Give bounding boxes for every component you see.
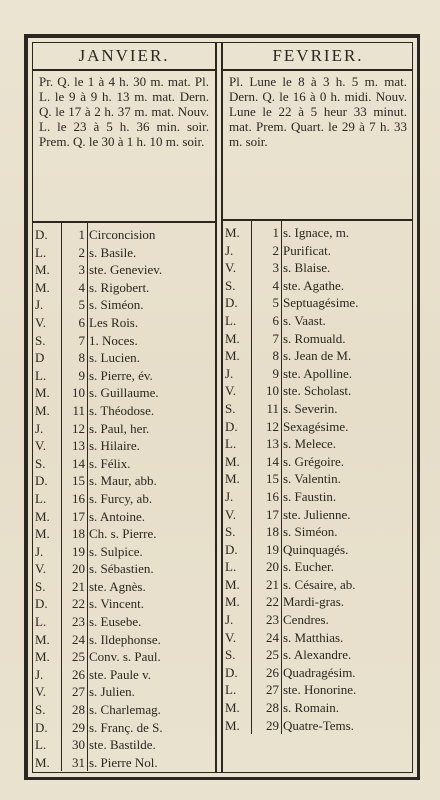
day-number: 7 [78,332,85,348]
saint-name: s. Hilaire. [89,438,140,454]
day-number: 1 [272,225,279,240]
calendar-day-row [33,508,215,526]
day-number: 28 [266,700,279,716]
day-number: 14 [266,453,279,469]
weekday-letter: M. [225,576,240,592]
calendar-day-row [223,382,413,400]
day-number: 25 [72,649,85,665]
calendar-day-row [223,347,413,365]
calendar-day-row [223,330,413,348]
day-number: 14 [72,455,85,471]
weekday-letter: V. [225,383,236,399]
day-number: 30 [72,737,85,753]
saint-name: s. Romain. [283,700,339,716]
day-number: 2 [78,244,85,260]
calendar-day-row [223,365,413,383]
saint-name: s. Guillaume. [89,385,159,401]
weekday-letter: M. [35,262,50,278]
saint-name: s. Romuald. [283,330,346,346]
day-number: 6 [78,314,85,330]
day-number: 10 [72,385,85,401]
saint-name: s. Pierre Nol. [89,754,158,770]
saint-name: ste. Apolline. [283,365,352,381]
saint-name: s. Julien. [89,684,135,700]
calendar-day-row [223,699,413,717]
saint-name: s. Basile. [89,244,137,260]
weekday-letter: L. [35,367,47,383]
saint-name: ste. Honorine. [283,682,357,698]
weekday-letter: M. [35,526,50,542]
day-number: 26 [72,666,85,682]
calendar-day-row [33,719,215,737]
calendar-day-row [223,277,413,295]
calendar-day-row [223,312,413,330]
weekday-letter: M. [35,631,50,647]
weekday-letter: S. [225,524,236,540]
day-number: 2 [272,242,279,258]
calendar-day-row [33,420,215,438]
weekday-letter: M. [225,717,240,733]
weekday-letter: L. [35,737,47,753]
day-number: 3 [272,260,279,276]
calendar-day-row [223,506,413,524]
day-number: 8 [272,348,279,364]
weekday-letter: D. [225,418,238,434]
weekday-letter: V. [35,314,46,330]
saint-name: Ch. s. Pierre. [89,526,157,542]
calendar-day-row [33,314,215,332]
saint-name: s. Pierre, év. [89,367,153,383]
day-number: 31 [72,754,85,770]
weekday-letter: V. [225,260,236,276]
calendar-day-row [223,541,413,559]
saint-name: s. Matthias. [283,629,344,645]
saint-name: s. Severin. [283,400,338,416]
weekday-letter: D. [225,295,238,311]
calendar-day-row [223,259,413,277]
calendar-day-row [33,261,215,279]
day-number: 16 [72,490,85,506]
saint-name: Les Rois. [89,314,139,330]
calendar-day-row [33,648,215,666]
day-number: 18 [72,526,85,542]
calendar-day-row [33,437,215,455]
saint-name: s. Ildephonse. [89,631,161,647]
calendar-day-row [33,595,215,613]
january-days-list [33,223,215,771]
weekday-letter: J. [35,543,44,559]
day-number: 8 [78,350,85,366]
weekday-letter: J. [35,420,44,436]
weekday-letter: L. [35,614,47,630]
day-number: 18 [266,524,279,540]
day-number: 9 [272,365,279,381]
calendar-day-row [33,226,215,244]
day-number: 20 [72,561,85,577]
weekday-letter: S. [225,277,236,293]
calendar-day-row [33,578,215,596]
saint-name: s. Sébastien. [89,561,154,577]
calendar-day-row [223,242,413,260]
saint-name: s. Blaise. [283,260,331,276]
day-number: 15 [72,473,85,489]
saint-name: Purificat. [283,242,332,258]
day-number: 15 [266,471,279,487]
saint-name: s. Grégoire. [283,453,345,469]
calendar-day-row [33,490,215,508]
weekday-letter: M. [35,279,50,295]
day-number: 6 [272,312,279,328]
calendar-day-row [223,558,413,576]
day-number: 4 [78,279,85,295]
calendar-day-row [223,294,413,312]
saint-name: s. Félix. [89,455,131,471]
saint-name: s. Jean de M. [283,348,352,364]
calendar-day-row [223,611,413,629]
day-number: 3 [78,262,85,278]
saint-name: 1. Noces. [89,332,138,348]
calendar-day-row [33,349,215,367]
day-number: 27 [266,682,279,698]
weekday-letter: L. [225,682,237,698]
weekday-letter: J. [225,488,234,504]
saint-name: ste. Julienne. [283,506,351,522]
weekday-letter: M. [35,649,50,665]
saint-name: ste. Geneviev. [89,262,163,278]
calendar-day-row [33,367,215,385]
day-number: 12 [266,418,279,434]
saint-name: s. Eusebe. [89,614,142,630]
calendar-day-row [33,472,215,490]
saint-name: Conv. s. Paul. [89,649,161,665]
weekday-letter: V. [35,561,46,577]
weekday-letter: D. [225,541,238,557]
saint-name: s. Lucien. [89,350,140,366]
weekday-letter: L. [35,244,47,260]
saint-name: s. Rigobert. [89,279,150,295]
day-number: 23 [266,612,279,628]
saint-name: ste. Agnès. [89,578,146,594]
calendar-day-row [33,455,215,473]
weekday-letter: S. [225,647,236,663]
weekday-letter: J. [35,666,44,682]
saint-name: s. Siméon. [283,524,338,540]
saint-name: s. Vincent. [89,596,144,612]
saint-name: s. Césaire, ab. [283,576,356,592]
weekday-letter: D. [225,664,238,680]
calendar-day-row [223,646,413,664]
weekday-letter: S. [35,702,46,718]
calendar-day-row [33,296,215,314]
day-number: 13 [72,438,85,454]
calendar-day-row [223,470,413,488]
day-number: 17 [72,508,85,524]
saint-name: s. Antoine. [89,508,145,524]
saint-name: Cendres. [283,612,329,628]
day-number: 12 [72,420,85,436]
january-title: JANVIER. [33,43,215,71]
calendar-day-row [223,523,413,541]
day-number: 11 [72,402,85,418]
weekday-letter: D. [35,473,48,489]
calendar-day-row [223,435,413,453]
weekday-letter: V. [225,629,236,645]
saint-name: Mardi-gras. [283,594,345,610]
saint-name: ste. Scholast. [283,383,352,399]
calendar-day-row [33,613,215,631]
saint-name: Quadragésim. [283,664,356,680]
saint-name: s. Valentin. [283,471,341,487]
saint-name: s. Sulpice. [89,543,143,559]
weekday-letter: M. [225,471,240,487]
calendar-day-row [223,453,413,471]
calendar-day-row [33,560,215,578]
weekday-letter: M. [35,754,50,770]
saint-name: s. Eucher. [283,559,334,575]
weekday-letter: V. [225,506,236,522]
weekday-letter: S. [35,578,46,594]
day-number: 7 [272,330,279,346]
calendar-day-row [223,488,413,506]
saint-name: s. Siméon. [89,297,144,313]
day-number: 17 [266,506,279,522]
day-number: 19 [266,541,279,557]
january-lunar-phases: Pr. Q. le 1 à 4 h. 30 m. mat. Pl. L. le 9 à 9 h. 13 m. mat. Dern. Q. le 17 à 2 h. 37 m. mat. Nouv. L. le 23 à 5 h. 36 min. soir. Prem. Q. le 30 à 1 h. 10 m. soir. [33,71,215,223]
saint-name: s. Franç. de S. [89,719,163,735]
day-number: 22 [72,596,85,612]
day-number: 10 [266,383,279,399]
day-number: 16 [266,488,279,504]
february-lunar-phases: Pl. Lune le 8 à 3 h. 5 m. mat. Dern. Q. le 16 à 0 h. midi. Nouv. Lune le 22 à 5 heur 33 minut. mat. Prem. Quart. le 29 à 7 h. 33 m. soir. [223,71,413,221]
weekday-letter: M. [35,385,50,401]
saint-name: s. Furcy, ab. [89,490,153,506]
calendar-day-row [33,683,215,701]
day-number: 9 [78,367,85,383]
saint-name: s. Théodose. [89,402,155,418]
calendar-day-row [223,224,413,242]
day-number: 24 [72,631,85,647]
saint-name: s. Melece. [283,436,337,452]
february-column [221,43,413,772]
saint-name: s. Maur, abb. [89,473,157,489]
weekday-letter: D. [35,719,48,735]
weekday-letter: J. [225,242,234,258]
calendar-day-row [33,631,215,649]
day-number: 23 [72,614,85,630]
calendar-inner-border [32,42,413,773]
day-number: 11 [266,400,279,416]
saint-name: ste. Agathe. [283,277,345,293]
weekday-letter: M. [35,402,50,418]
weekday-letter: S. [35,455,46,471]
calendar-day-row [33,543,215,561]
calendar-day-row [33,279,215,297]
weekday-letter: S. [35,332,46,348]
weekday-letter: M. [225,594,240,610]
day-number: 25 [266,647,279,663]
weekday-letter: V. [35,438,46,454]
february-days-list [223,221,413,734]
saint-name: s. Faustin. [283,488,337,504]
weekday-letter: L. [225,312,237,328]
weekday-letter: J. [225,365,234,381]
weekday-letter: M. [35,508,50,524]
calendar-day-row [33,666,215,684]
saint-name: ste. Paule v. [89,666,151,682]
day-number: 21 [266,576,279,592]
calendar-day-row [33,525,215,543]
calendar-day-row [223,400,413,418]
day-number: 5 [272,295,279,311]
saint-name: ste. Bastilde. [89,737,156,753]
calendar-day-row [33,754,215,772]
weekday-letter: L. [35,490,47,506]
calendar-day-row [223,664,413,682]
calendar-frame [24,34,420,780]
weekday-letter: M. [225,453,240,469]
calendar-day-row [33,244,215,262]
weekday-letter: M. [225,330,240,346]
saint-name: s. Alexandre. [283,647,352,663]
day-number: 4 [272,277,279,293]
weekday-letter: S. [225,400,236,416]
day-number: 21 [72,578,85,594]
calendar-day-row [223,717,413,735]
calendar-day-row [33,736,215,754]
weekday-letter: D. [35,227,48,242]
weekday-letter: D [35,350,45,366]
calendar-day-row [33,701,215,719]
day-number: 22 [266,594,279,610]
weekday-letter: V. [35,684,46,700]
saint-name: Septuagésime. [283,295,359,311]
weekday-letter: L. [225,559,237,575]
calendar-day-row [223,681,413,699]
weekday-letter: D. [35,596,48,612]
day-number: 28 [72,702,85,718]
day-number: 1 [78,227,85,242]
saint-name: Sexagésime. [283,418,349,434]
calendar-day-row [223,593,413,611]
saint-name: s. Vaast. [283,312,326,328]
day-number: 13 [266,436,279,452]
day-number: 20 [266,559,279,575]
calendar-day-row [223,576,413,594]
calendar-day-row [223,629,413,647]
day-number: 19 [72,543,85,559]
weekday-letter: J. [225,612,234,628]
saint-name: s. Charlemag. [89,702,161,718]
day-number: 5 [78,297,85,313]
day-number: 27 [72,684,85,700]
saint-name: s. Ignace, m. [283,225,350,240]
day-number: 24 [266,629,279,645]
calendar-day-row [33,384,215,402]
weekday-letter: J. [35,297,44,313]
calendar-day-row [33,332,215,350]
calendar-day-row [223,418,413,436]
weekday-letter: M. [225,348,240,364]
weekday-letter: L. [225,436,237,452]
saint-name: Circoncision [89,227,156,242]
february-title: FEVRIER. [223,43,413,71]
day-number: 29 [72,719,85,735]
saint-name: s. Paul, her. [89,420,150,436]
saint-name: Quatre-Tems. [283,717,354,733]
saint-name: Quinquagés. [283,541,349,557]
january-column [33,43,217,772]
day-number: 29 [266,717,279,733]
calendar-day-row [33,402,215,420]
day-number: 26 [266,664,279,680]
weekday-letter: M. [225,700,240,716]
weekday-letter: M. [225,225,240,240]
